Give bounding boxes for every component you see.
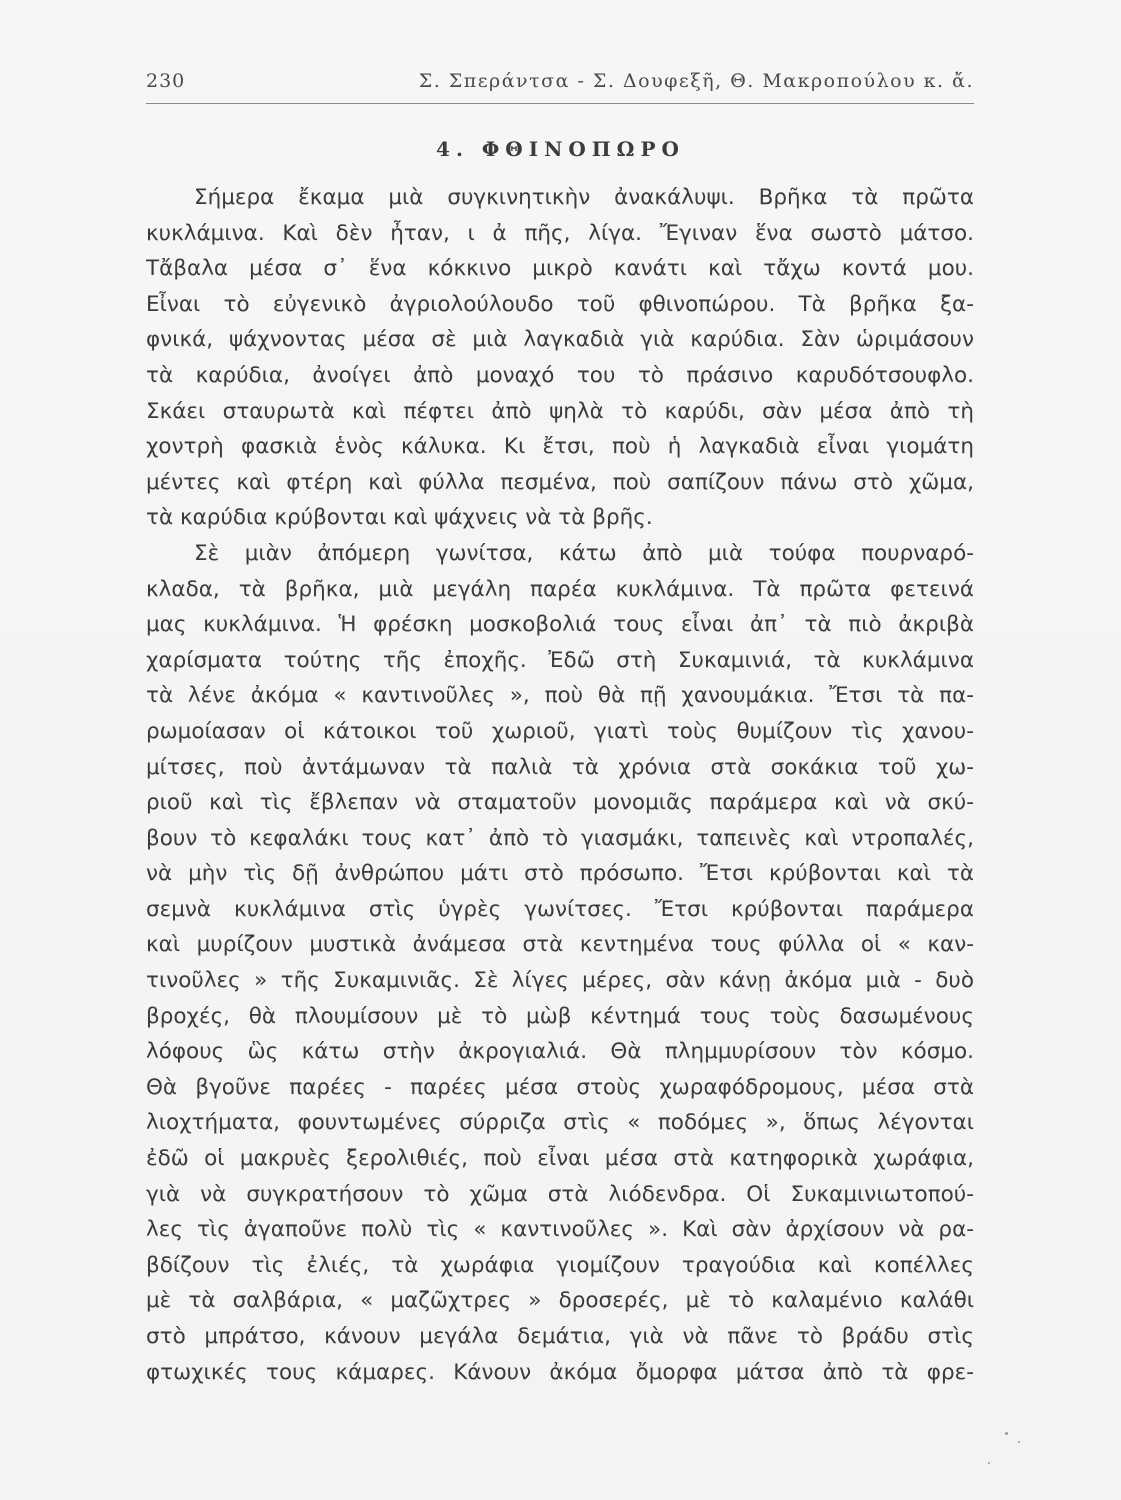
text-line: τὰ καρύδια κρύβονται καὶ ψάχνεις νὰ τὰ βρῆς. bbox=[146, 505, 653, 531]
text-line: λες τὶς ἀγαποῦνε πολὺ τὶς « καντινοῦλες ». Καὶ σὰν ἀρχίσουν νὰ ρα- bbox=[146, 1217, 974, 1243]
page-number: 230 bbox=[146, 70, 186, 92]
text-line: χοντρὴ φασκιὰ ἑνὸς κάλυκα. Κι ἔτσι, ποὺ ἡ λαγκαδιὰ εἶναι γιομάτη bbox=[146, 434, 974, 460]
text-line: μίτσες, ποὺ ἀντάμωναν τὰ παλιὰ τὰ χρόνια στὰ σοκάκια τοῦ χω- bbox=[146, 754, 974, 780]
text-line: ριοῦ καὶ τὶς ἔβλεπαν νὰ σταματοῦν μονομιᾶς παράμερα καὶ νὰ σκύ- bbox=[146, 790, 974, 816]
text-line: μὲ τὰ σαλβάρια, « μαζῶχτρες » δροσερές, μὲ τὸ καλαμένιο καλάθι bbox=[146, 1288, 974, 1314]
text-line: τὰ καρύδια, ἀνοίγει ἀπὸ μοναχό του τὸ πράσινο καρυδότσουφλο. bbox=[146, 362, 974, 388]
text-line: φτωχικές τους κάμαρες. Κάνουν ἀκόμα ὄμορφα μάτσα ἀπὸ τὰ φρε- bbox=[146, 1359, 974, 1385]
text-line: μας κυκλάμινα. Ἡ φρέσκη μοσκοβολιά τους εἶναι ἀπ᾽ τὰ πιὸ ἀκριβὰ bbox=[146, 612, 974, 638]
text-line: στὸ μπράτσο, κάνουν μεγάλα δεμάτια, γιὰ νὰ πᾶνε τὸ βράδυ στὶς bbox=[146, 1324, 974, 1349]
text-line: φνικά, ψάχνοντας μέσα σὲ μιὰ λαγκαδιὰ γιὰ καρύδια. Σὰν ὡριμάσουν bbox=[146, 327, 974, 353]
text-line: μέντες καὶ φτέρη καὶ φύλλα πεσμένα, ποὺ σαπίζουν πάνω στὸ χῶμα, bbox=[146, 469, 974, 495]
text-line: καὶ μυρίζουν μυστικὰ ἀνάμεσα στὰ κεντημένα τους φύλλα οἱ « καν- bbox=[146, 932, 974, 958]
text-line: τινοῦλες » τῆς Συκαμινιᾶς. Σὲ λίγες μέρες, σὰν κάνῃ ἀκόμα μιὰ - δυὸ bbox=[146, 968, 974, 994]
text-line: βροχές, θὰ πλουμίσουν μὲ τὸ μὼβ κέντημά τους τοὺς δασωμένους bbox=[146, 1003, 974, 1029]
page-header bbox=[146, 66, 974, 102]
scan-speck bbox=[988, 1462, 990, 1464]
text-line: Σήμερα ἔκαμα μιὰ συγκινητικὴν ἀνακάλυψι. Βρῆκα τὰ πρῶτα bbox=[194, 185, 974, 210]
text-line: τὰ λένε ἀκόμα « καντινοῦλες », ποὺ θὰ πῇ χανουμάκια. Ἔτσι τὰ πα- bbox=[146, 683, 974, 709]
text-line: λιοχτήματα, φουντωμένες σύρριζα στὶς « ποδόμες », ὅπως λέγονται bbox=[146, 1110, 974, 1136]
scan-speck bbox=[1018, 1441, 1020, 1443]
text-line: γιὰ νὰ συγκρατήσουν τὸ χῶμα στὰ λιόδενδρα. Οἱ Συκαμινιωτοπού- bbox=[146, 1181, 974, 1207]
text-line: βουν τὸ κεφαλάκι τους κατ᾽ ἀπὸ τὸ γιασμάκι, ταπεινὲς καὶ ντροπαλές, bbox=[146, 825, 974, 851]
text-line: λόφους ὣς κάτω στὴν ἀκρογιαλιά. Θὰ πλημμυρίσουν τὸν κόσμο. bbox=[146, 1039, 974, 1065]
text-line: Τἄβαλα μέσα σ᾽ ἕνα κόκκινο μικρὸ κανάτι καὶ τἄχω κοντά μου. bbox=[146, 256, 974, 282]
text-line: Σκάει σταυρωτὰ καὶ πέφτει ἀπὸ ψηλὰ τὸ καρύδι, σὰν μέσα ἀπὸ τὴ bbox=[146, 398, 974, 424]
body-text bbox=[146, 180, 974, 1390]
text-line: Εἶναι τὸ εὐγενικὸ ἀγριολούλουδο τοῦ φθινοπώρου. Τὰ βρῆκα ξα- bbox=[146, 291, 974, 317]
text-line: σεμνὰ κυκλάμινα στὶς ὑγρὲς γωνίτσες. Ἔτσι κρύβονται παράμερα bbox=[146, 896, 974, 922]
text-line: κυκλάμινα. Καὶ δὲν ἦταν, ι ἀ πῆς, λίγα. Ἔγιναν ἕνα σωστὸ μάτσο. bbox=[146, 220, 974, 246]
scan-speck bbox=[1005, 1432, 1008, 1435]
running-head: Σ. Σπεράντσα - Σ. Δουφεξῆ, Θ. Μακροπούλου κ. ἄ. bbox=[418, 70, 974, 92]
section-title: 4. ΦΘΙΝΟΠΩΡΟ bbox=[436, 137, 685, 161]
text-line: κλαδα, τὰ βρῆκα, μιὰ μεγάλη παρέα κυκλάμινα. Τὰ πρῶτα φετεινά bbox=[146, 576, 974, 602]
header-rule bbox=[146, 103, 974, 104]
text-line: νὰ μὴν τὶς δῇ ἀνθρώπου μάτι στὸ πρόσωπο. Ἔτσι κρύβονται καὶ τὰ bbox=[146, 861, 974, 887]
text-line: ρωμοίασαν οἱ κάτοικοι τοῦ χωριοῦ, γιατὶ τοὺς θυμίζουν τὶς χανου- bbox=[146, 718, 974, 744]
text-line: Σὲ μιὰν ἀπόμερη γωνίτσα, κάτω ἀπὸ μιὰ τούφα πουρναρό- bbox=[194, 540, 974, 566]
text-line: ἐδῶ οἱ μακρυὲς ξερολιθιές, ποὺ εἶναι μέσα στὰ κατηφορικὰ χωράφια, bbox=[146, 1146, 974, 1172]
text-line: χαρίσματα τούτης τῆς ἐποχῆς. Ἐδῶ στὴ Συκαμινιά, τὰ κυκλάμινα bbox=[146, 647, 974, 673]
text-line: Θὰ βγοῦνε παρέες - παρέες μέσα στοὺς χωραφόδρομους, μέσα στὰ bbox=[146, 1074, 974, 1100]
text-line: βδίζουν τὶς ἐλιές, τὰ χωράφια γιομίζουν τραγούδια καὶ κοπέλλες bbox=[146, 1252, 974, 1278]
